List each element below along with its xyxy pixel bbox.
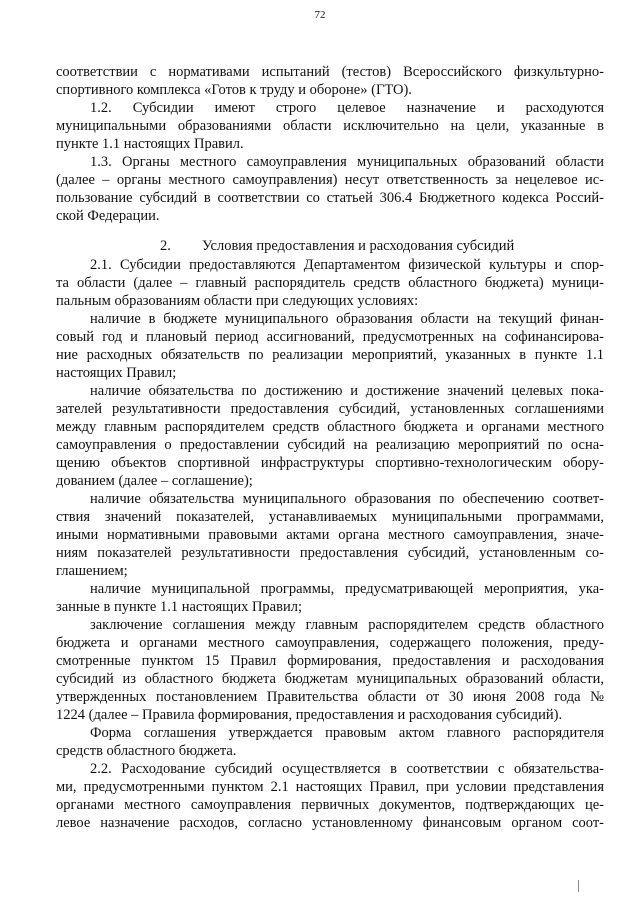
paragraph-continuation [56, 63, 604, 99]
text-line: муниципальными образованиями области исключительно на цели, указанные в [56, 118, 604, 134]
text-line: глашением; [56, 563, 128, 579]
scan-mark [578, 880, 579, 892]
text-line: наличие в бюджете муниципального образования области на текущий финан- [90, 311, 604, 327]
text-line: (далее – органы местного самоуправления) несут ответственность за нецелевое ис- [56, 172, 604, 188]
text-line: ми, предусмотренными пунктом 2.1 настоящих Правил, при условии представления [56, 779, 604, 795]
text-line: самоуправления о предоставлении субсидий на реализацию мероприятий по осна- [56, 437, 604, 453]
text-line: 1224 (далее – Правила формирования, предоставления и расходования субсидий). [56, 707, 563, 723]
text-line: бюджета и органами местного самоуправления, содержащего положения, преду- [56, 635, 604, 651]
text-line: совый год и плановый период ассигнований, предусмотренных на софинансирова- [56, 329, 604, 345]
text-line: зателей результативности предоставления субсидий, установленных соглашениями [56, 401, 604, 417]
text-line: занные в пункте 1.1 настоящих Правил; [56, 599, 302, 615]
text-line: пользование субсидий в соответствии со статьей 306.4 Бюджетного кодекса Россий- [56, 190, 604, 206]
text-line: ской Федерации. [56, 208, 160, 224]
page-number: 72 [314, 9, 326, 21]
text-line: спортивного комплекса «Готов к труду и обороне» (ГТО). [56, 82, 412, 98]
text-line: иными нормативными правовыми актами органа местного самоуправления, значе- [56, 527, 604, 543]
text-line: щению объектов спортивной инфраструктуры спортивно-технологическим обору- [56, 455, 604, 471]
text-line: дованием (далее – соглашение); [56, 473, 253, 489]
text-line: 2.2. Расходование субсидий осуществляется в соответствии с обязательства- [90, 761, 604, 777]
text-line: 1.3. Органы местного самоуправления муниципальных образований области [90, 154, 604, 170]
paragraph-1-2 [56, 99, 604, 153]
text-line: наличие обязательства по достижению и достижение значений целевых пока- [90, 383, 604, 399]
text-line: наличие муниципальной программы, предусматривающей мероприятия, ука- [90, 581, 604, 597]
section-number: 2. [160, 238, 171, 254]
text-line: Форма соглашения утверждается правовым актом главного распорядителя [90, 725, 604, 741]
text-line: 1.2. Субсидии имеют строго целевое назначение и расходуются [90, 100, 604, 116]
text-line: наличие обязательства муниципального образования по обеспечению соответ- [90, 491, 604, 507]
text-line: утвержденных постановлением Правительства области от 30 июня 2008 года № [56, 689, 604, 705]
text-line: заключение соглашения между главным распорядителем средств областного [90, 617, 604, 633]
text-line: та области (далее – главный распорядитель средств областного бюджета) муници- [56, 275, 604, 291]
text-line: пальным образованиям области при следующих условиях: [56, 293, 419, 309]
section-2-body [56, 256, 604, 832]
text-line: между главным распорядителем средств областного бюджета и органами местного [56, 419, 604, 435]
text-line: настоящих Правил; [56, 365, 177, 381]
text-line: левое назначение расходов, согласно установленному финансовым органом соот- [56, 815, 604, 831]
text-line: средств областного бюджета. [56, 743, 237, 759]
text-line: ние расходных обязательств по реализации мероприятий, указанных в пункте 1.1 [56, 347, 604, 363]
text-line: ниям показателей результативности предоставления субсидий, установленным со- [56, 545, 604, 561]
paragraph-1-3 [56, 153, 604, 225]
text-line: органами местного самоуправления первичных документов, подтверждающих це- [56, 797, 604, 813]
section-title [160, 237, 560, 255]
text-line: субсидий из областного бюджета бюджетам муниципальных образований области, [56, 671, 604, 687]
section-heading-text: Условия предоставления и расходования субсидий [202, 238, 515, 254]
text-line: пункте 1.1 настоящих Правил. [56, 136, 244, 152]
text-line: соответствии с нормативами испытаний (тестов) Всероссийского физкультурно- [56, 64, 604, 80]
text-line: смотренные пунктом 15 Правил формирования, предоставления и расходования [56, 653, 604, 669]
text-line: ствия значений показателей, устанавливаемых муниципальными программами, [56, 509, 604, 525]
text-line: 2.1. Субсидии предоставляются Департаментом физической культуры и спор- [90, 257, 604, 273]
